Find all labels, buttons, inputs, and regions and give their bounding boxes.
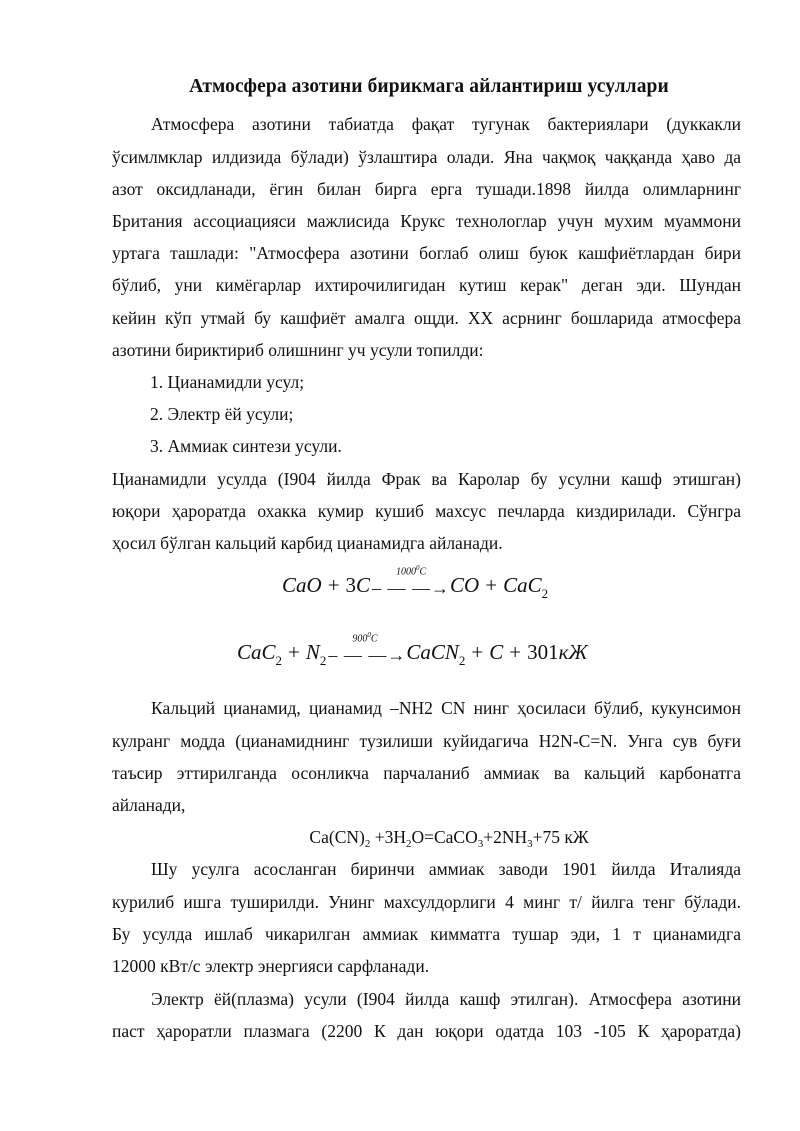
eq1-lhs1: CaO xyxy=(282,573,322,597)
paragraph-line: азот оксидланади, ёгин билан бирга ерга тушади.1898 йилда олимларнинг xyxy=(112,179,741,199)
reaction-arrow xyxy=(328,631,407,667)
eq2-rhs1-sub: 2 xyxy=(458,653,466,668)
eq2-lhs1-sub: 2 xyxy=(275,653,283,668)
eq2-lhs1: CaC xyxy=(237,640,276,664)
eq1-lhs2: C xyxy=(356,573,371,597)
eq2-plus: + xyxy=(288,640,300,664)
paragraph-line: бўлиб, уни кимёгарлар ихтирочилигидан кутиш керак" деган эди. Шундан xyxy=(112,275,741,295)
eq2-rhs2: C xyxy=(489,640,504,664)
eq1-plus-2: + xyxy=(485,573,498,597)
eq1-rhs2-sub: 2 xyxy=(541,586,549,601)
list-item: 1. Цианамидли усул; xyxy=(150,372,305,392)
eq2-plus-3: + xyxy=(509,640,522,664)
paragraph-line: Цианамидли усулда (I904 йилда Фрак ва Каролар бу усулни кашф этишган) xyxy=(112,469,741,489)
eq2-lhs2-sub: 2 xyxy=(319,653,327,668)
paragraph-line: Бу усулда ишлаб чикарилган аммиак кимматга тушар эди, 1 т цианамидга xyxy=(112,924,741,944)
equation-3: $Ca(CN)_2$ $+3H_2O=CaCO_3+2NH_3+75$ кЖ xyxy=(309,827,589,850)
equation-2 xyxy=(237,631,588,668)
eq2-plus-2: + xyxy=(471,640,484,664)
paragraph-line: кулранг модда (цианамиднинг тузилиши куйидагича H2N-C=N. Унга сув буғи xyxy=(112,731,741,751)
eq2-rhs1: CaCN xyxy=(406,640,459,664)
list-item: 3. Аммиак синтези усули. xyxy=(150,436,342,456)
document-title: Атмосфера азотини бирикмага айлантириш усуллари xyxy=(189,76,669,97)
eq1-rhs1: CO xyxy=(450,573,480,597)
paragraph-line: паст ҳароратли плазмага (2200 К дан юқори одатда 103 -105 К ҳароратда) xyxy=(112,1021,741,1041)
eq2-rhs3-unit: кЖ xyxy=(558,640,588,664)
paragraph-line: Атмосфера азотини табиатда фақат тугунак бактериялари (дуккакли xyxy=(151,114,741,134)
paragraph-line: ўсимлмклар илдизида бўлади) ўзлаштира олади. Яна чақмоқ чаққанда ҳаво да xyxy=(112,147,741,167)
paragraph-line: юқори ҳароратда охакка кумир кушиб махсус печларда киздирилади. Сўнгра xyxy=(112,501,741,521)
arrow-glyph: – — —→ xyxy=(328,645,407,666)
equation-1 xyxy=(282,564,549,601)
paragraph-line: ҳосил бўлган кальций карбид цианамидга айланади. xyxy=(112,533,503,553)
paragraph-line: уртага ташлади: "Атмосфера азотини боглаб олиш буюк кашфиётлардан бири xyxy=(112,243,741,263)
arrow-glyph: – — —→ xyxy=(372,578,451,599)
paragraph-line: айланади, xyxy=(112,795,186,815)
paragraph-line: азотини бириктириб олишнинг уч усули топилди: xyxy=(112,340,484,360)
eq1-coef: 3 xyxy=(345,573,357,597)
reaction-arrow xyxy=(372,564,451,600)
paragraph-line: курилиб ишга туширилди. Унинг махсулдорлиги 4 минг т/ йилга тенг бўлади. xyxy=(112,892,741,912)
paragraph-line: Шу усулга асосланган биринчи аммиак заводи 1901 йилда Италияда xyxy=(151,859,741,879)
eq1-rhs2: CaC xyxy=(503,573,542,597)
eq2-rhs3-num: 301 xyxy=(527,640,559,664)
list-item: 2. Электр ёй усули; xyxy=(150,404,294,424)
paragraph-line: 12000 кВт/с электр энергияси сарфланади. xyxy=(112,956,430,976)
eq1-plus: + xyxy=(327,573,340,597)
paragraph-line: Электр ёй(плазма) усули (I904 йилда кашф этилган). Атмосфера азотини xyxy=(151,989,741,1009)
eq1-condition: 1000$^0$C xyxy=(396,564,427,578)
paragraph-line: Кальций цианамид, цианамид –NH2 CN нинг ҳосиласи бўлиб, кукунсимон xyxy=(151,698,741,718)
paragraph-line: кейин кўп утмай бу кашфиёт амалга ощди. XX асрнинг бошларида атмосфера xyxy=(112,308,741,328)
eq2-condition: $900^0C$ xyxy=(352,631,378,645)
eq2-lhs2: N xyxy=(305,640,320,664)
paragraph-line: Британия ассоциацияси мажлисида Крукс технологлар учун мухим муаммони xyxy=(112,211,741,231)
paragraph-line: таъсир эттирилганда осонликча парчаланиб аммиак ва кальций карбонатга xyxy=(112,763,741,783)
